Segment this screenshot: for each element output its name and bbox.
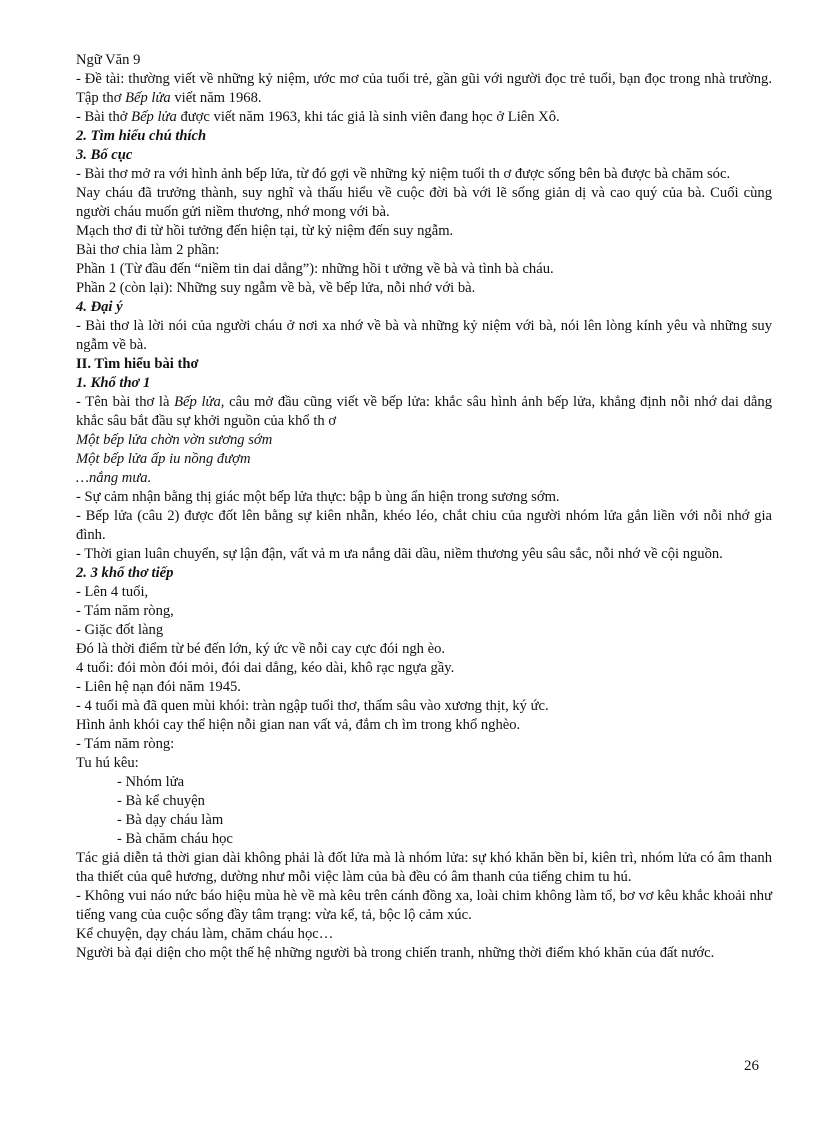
verse-line-3: …nắng mưa. (76, 470, 152, 486)
heading-structure: 3. Bố cục (76, 147, 133, 163)
list-item: - Bà dạy cháu làm (117, 812, 224, 828)
list-item: - Bà kể chuyện (117, 793, 205, 809)
line-village-burned: - Giặc đốt làng (76, 622, 164, 638)
paragraph-text: được viết năm 1963, khi tác giả là sinh viên đang học ở Liên Xô. (180, 109, 560, 125)
paragraph-text: - Bài thở (76, 109, 128, 125)
line-eight-years: - Tám năm ròng, (76, 603, 174, 619)
paragraph-time: - Thời gian luân chuyển, sự lận đận, vất vả m ưa nắng dãi dầu, niềm thương yêu sâu sắc, nỗi nhớ về cội nguồn. (76, 546, 723, 562)
paragraph-author-describes: Tác giả diễn tả thời gian dài không phải là đốt lửa mà là nhóm lửa: sự khó khăn bền bỉ, kiên trì, nhóm lửa có âm thanh tha thiết của quê hương, dường như mỗi việc làm của bà đều có âm thanh của tiếng chim tu hú. (76, 850, 772, 885)
verse-line-2: Một bếp lửa ấp iu nồng đượm (76, 451, 251, 467)
list-item: - Bà chăm cháu học (117, 831, 233, 847)
paragraph-text: - Tên bài thơ là (76, 394, 170, 410)
paragraph-opening: - Bài thơ mở ra với hình ảnh bếp lửa, từ đó gợi về những kỷ niệm tuổi th ơ được sống bên bà được bà chăm sóc. (76, 166, 731, 182)
line-smoke-image: Hình ảnh khói cay thể hiện nỗi gian nan vất vả, đắm ch ìm trong khổ nghèo. (76, 717, 521, 733)
line-two-parts: Bài thơ chia làm 2 phần: (76, 242, 220, 258)
poem-title: Bếp lửa, (174, 394, 225, 410)
line-hunger: 4 tuổi: đói mòn đói mỏi, đói dai dẳng, kéo dài, khô rạc ngựa gầy. (76, 660, 455, 676)
paragraph-not-joyful: - Không vui náo nức báo hiệu mùa hè về mà kêu trên cánh đồng xa, loài chim không làm tổ, bơ vơ kêu khắc khoải như tiếng vang của cuộc sống đầy tâm trạng: vừa kể, tả, bộc lộ cảm xúc. (76, 888, 772, 923)
heading-next-stanzas: 2. 3 khổ thơ tiếp (76, 565, 174, 581)
book-title: Bếp lửa (125, 90, 171, 106)
line-part-1: Phần 1 (Từ đầu đến “niềm tin dai dẳng”): những hồi t ưởng về bà và tình bà cháu. (76, 261, 554, 277)
document-header: Ngữ Văn 9 (76, 52, 141, 68)
heading-annotations: 2. Tìm hiểu chú thích (76, 128, 207, 144)
page-number: 26 (744, 1058, 759, 1074)
paragraph-text: câu mở đầu cũng viết về bếp lửa: khắc sâu hình ảnh bếp lửa, khẳng định nỗi nhớ dai dẳng khắc sâu bắt đầu sự khởi nguồn của khổ th ơ (76, 394, 772, 429)
paragraph-main-idea: - Bài thơ là lời nói của người cháu ở nơi xa nhớ về bà và những kỷ niệm với bà, nói lên lòng kính yêu và những suy ngẫm về bà. (76, 318, 772, 353)
line-koel-call: Tu hú kêu: (76, 755, 139, 771)
line-poem-flow: Mạch thơ đi từ hồi tưởng đến hiện tại, từ kỷ niệm đến suy ngẫm. (76, 223, 454, 239)
line-that-was: Đó là thời điểm từ bé đến lớn, ký ức về nỗi cay cực đói ngh èo. (76, 641, 446, 657)
paragraph-grown-up: Nay cháu đã trưởng thành, suy nghĩ và thấu hiểu về cuộc đời bà với lẽ sống giản dị và cao quý của bà. Cuối cùng người cháu muốn gửi niềm thương, nhớ mong với bà. (76, 185, 772, 220)
paragraph-grandmother: Người bà đại diện cho một thế hệ những người bà trong chiến tranh, những thời điểm khó khăn của đất nước. (76, 945, 715, 961)
paragraph-poem-year (76, 108, 772, 127)
line-age-4: - Lên 4 tuổi, (76, 584, 149, 600)
page-content (76, 51, 772, 963)
paragraph-fire-line-2: - Bếp lửa (câu 2) được đốt lên bằng sự kiên nhẫn, khéo léo, chắt chiu của người nhóm lửa gắn liền với nỗi nhớ gia đình. (76, 508, 772, 543)
paragraph-title-meaning (76, 393, 772, 431)
verse-line-1: Một bếp lửa chờn vờn sương sớm (76, 432, 273, 448)
heading-main-idea: 4. Đại ý (76, 299, 123, 315)
paragraph-text: - Đề tài: thường viết về những kỷ niệm, ước mơ của tuổi trẻ, gần gũi với người đọc trẻ tuổi, bạn đọc trong nhà trường. Tập thơ (76, 71, 772, 106)
line-visual-perception: - Sự cảm nhận bằng thị giác một bếp lửa thực: bập b ùng ẩn hiện trong sương sớm. (76, 489, 560, 505)
line-famine-1945: - Liên hệ nạn đói năm 1945. (76, 679, 241, 695)
line-smoke: - 4 tuổi mà đã quen mùi khói: tràn ngập tuổi thơ, thấm sâu vào xương thịt, ký ức. (76, 698, 549, 714)
line-storytelling: Kể chuyện, dạy cháu làm, chăm cháu học… (76, 926, 334, 942)
line-part-2: Phần 2 (còn lại): Những suy ngẫm về bà, về bếp lửa, nỗi nhớ với bà. (76, 280, 476, 296)
heading-stanza-1: 1. Khổ thơ 1 (76, 375, 151, 391)
line-eight-years-2: - Tám năm ròng: (76, 736, 175, 752)
paragraph-topic (76, 70, 772, 108)
heading-section-2: II. Tìm hiểu bài thơ (76, 356, 199, 372)
list-item: - Nhóm lửa (117, 774, 185, 790)
poem-title: Bếp lửa (131, 109, 177, 125)
paragraph-text: viết năm 1968. (174, 90, 262, 106)
